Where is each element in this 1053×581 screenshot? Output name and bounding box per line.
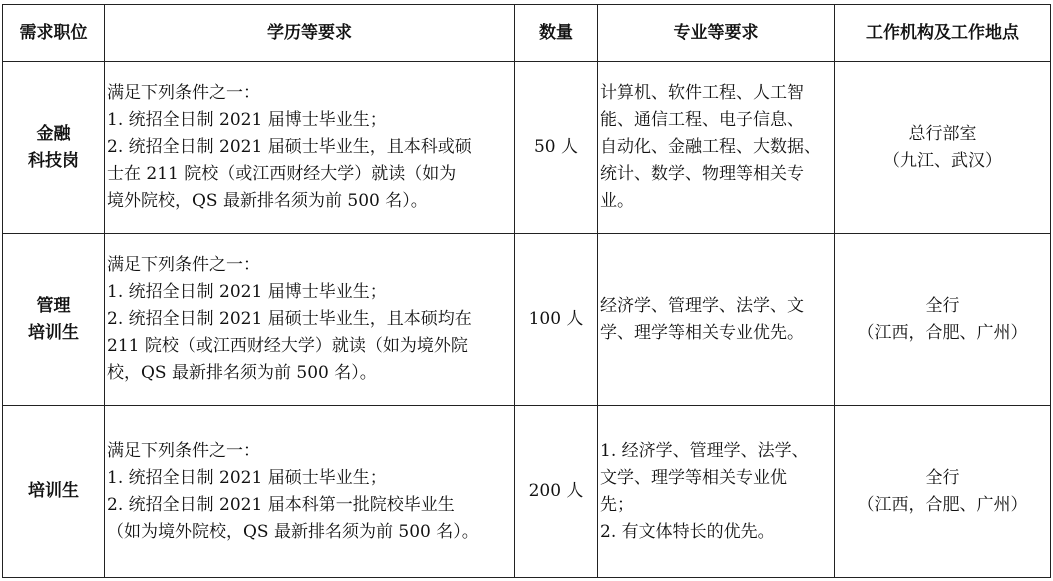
education-line: 2. 统招全日制 2021 届硕士毕业生，且本科或硕 — [107, 137, 472, 157]
position-cell — [3, 234, 105, 406]
major-line: 1. 经济学、管理学、法学、 — [600, 440, 809, 461]
education-line: 满足下列条件之一： — [107, 440, 260, 461]
position-text: 管理 — [36, 295, 71, 316]
major-line: 经济学、管理学、法学、文 — [600, 295, 804, 316]
position-text: 培训生 — [28, 322, 79, 343]
position-text: 培训生 — [28, 481, 79, 501]
position-cell — [3, 406, 105, 578]
location-line: （江西，合肥、广州） — [857, 494, 1028, 515]
education-line: 2. 统招全日制 2021 届硕士毕业生，且本硕均在 — [107, 309, 472, 329]
major-cell — [598, 62, 835, 234]
education-line: 1. 统招全日制 2021 届博士毕业生； — [107, 110, 387, 130]
major-cell — [598, 406, 835, 578]
education-cell — [105, 62, 515, 234]
header-position: 需求职位 — [3, 5, 105, 62]
table-row — [3, 406, 1051, 578]
table-row — [3, 234, 1051, 406]
location-line: 全行 — [925, 295, 960, 316]
education-line: 2. 统招全日制 2021 届本科第一批院校毕业生 — [107, 494, 455, 515]
location-line: 全行 — [925, 467, 960, 488]
major-line: 学、理学等相关专业优先。 — [600, 322, 804, 343]
education-line: 1. 统招全日制 2021 届博士毕业生； — [107, 282, 387, 302]
education-line: 满足下列条件之一： — [107, 83, 260, 103]
location-cell — [835, 62, 1051, 234]
header-major: 专业等要求 — [598, 5, 835, 62]
table-row — [3, 62, 1051, 234]
education-line: 校，QS 最新排名须为前 500 名）。 — [107, 363, 377, 383]
education-line: 士在 211 院校（或江西财经大学）就读（如为 — [107, 164, 457, 184]
header-row — [3, 5, 1051, 62]
location-cell — [835, 234, 1051, 406]
count-cell: 200 人 — [515, 406, 598, 578]
position-text: 科技岗 — [28, 150, 79, 171]
major-line: 业。 — [600, 191, 634, 211]
position-text: 金融 — [36, 123, 71, 144]
education-line: 满足下列条件之一： — [107, 255, 260, 275]
location-line: （九江、武汉） — [883, 150, 1002, 171]
header-count: 数量 — [515, 5, 598, 62]
major-line: 能、通信工程、电子信息、 — [600, 110, 804, 130]
education-line: 211 院校（或江西财经大学）就读（如为境外院 — [107, 336, 468, 356]
major-line: 自动化、金融工程、大数据、 — [600, 137, 821, 157]
education-cell — [105, 406, 515, 578]
recruitment-table — [2, 4, 1051, 578]
education-line: 1. 统招全日制 2021 届硕士毕业生； — [107, 467, 387, 488]
major-cell — [598, 234, 835, 406]
count-cell: 100 人 — [515, 234, 598, 406]
education-line: 境外院校，QS 最新排名须为前 500 名）。 — [107, 191, 428, 211]
count-cell: 50 人 — [515, 62, 598, 234]
major-line: 统计、数学、物理等相关专 — [600, 164, 804, 184]
major-line: 文学、理学等相关专业优 — [600, 467, 787, 488]
major-line: 2. 有文体特长的优先。 — [600, 521, 775, 542]
position-cell — [3, 62, 105, 234]
location-line: 总行部室 — [908, 123, 977, 144]
header-location: 工作机构及工作地点 — [835, 5, 1051, 62]
education-line: （如为境外院校，QS 最新排名须为前 500 名）。 — [107, 521, 479, 542]
header-education: 学历等要求 — [105, 5, 515, 62]
education-cell — [105, 234, 515, 406]
location-line: （江西，合肥、广州） — [857, 322, 1028, 343]
major-line: 计算机、软件工程、人工智 — [600, 83, 804, 103]
major-line: 先； — [600, 494, 634, 515]
location-cell — [835, 406, 1051, 578]
